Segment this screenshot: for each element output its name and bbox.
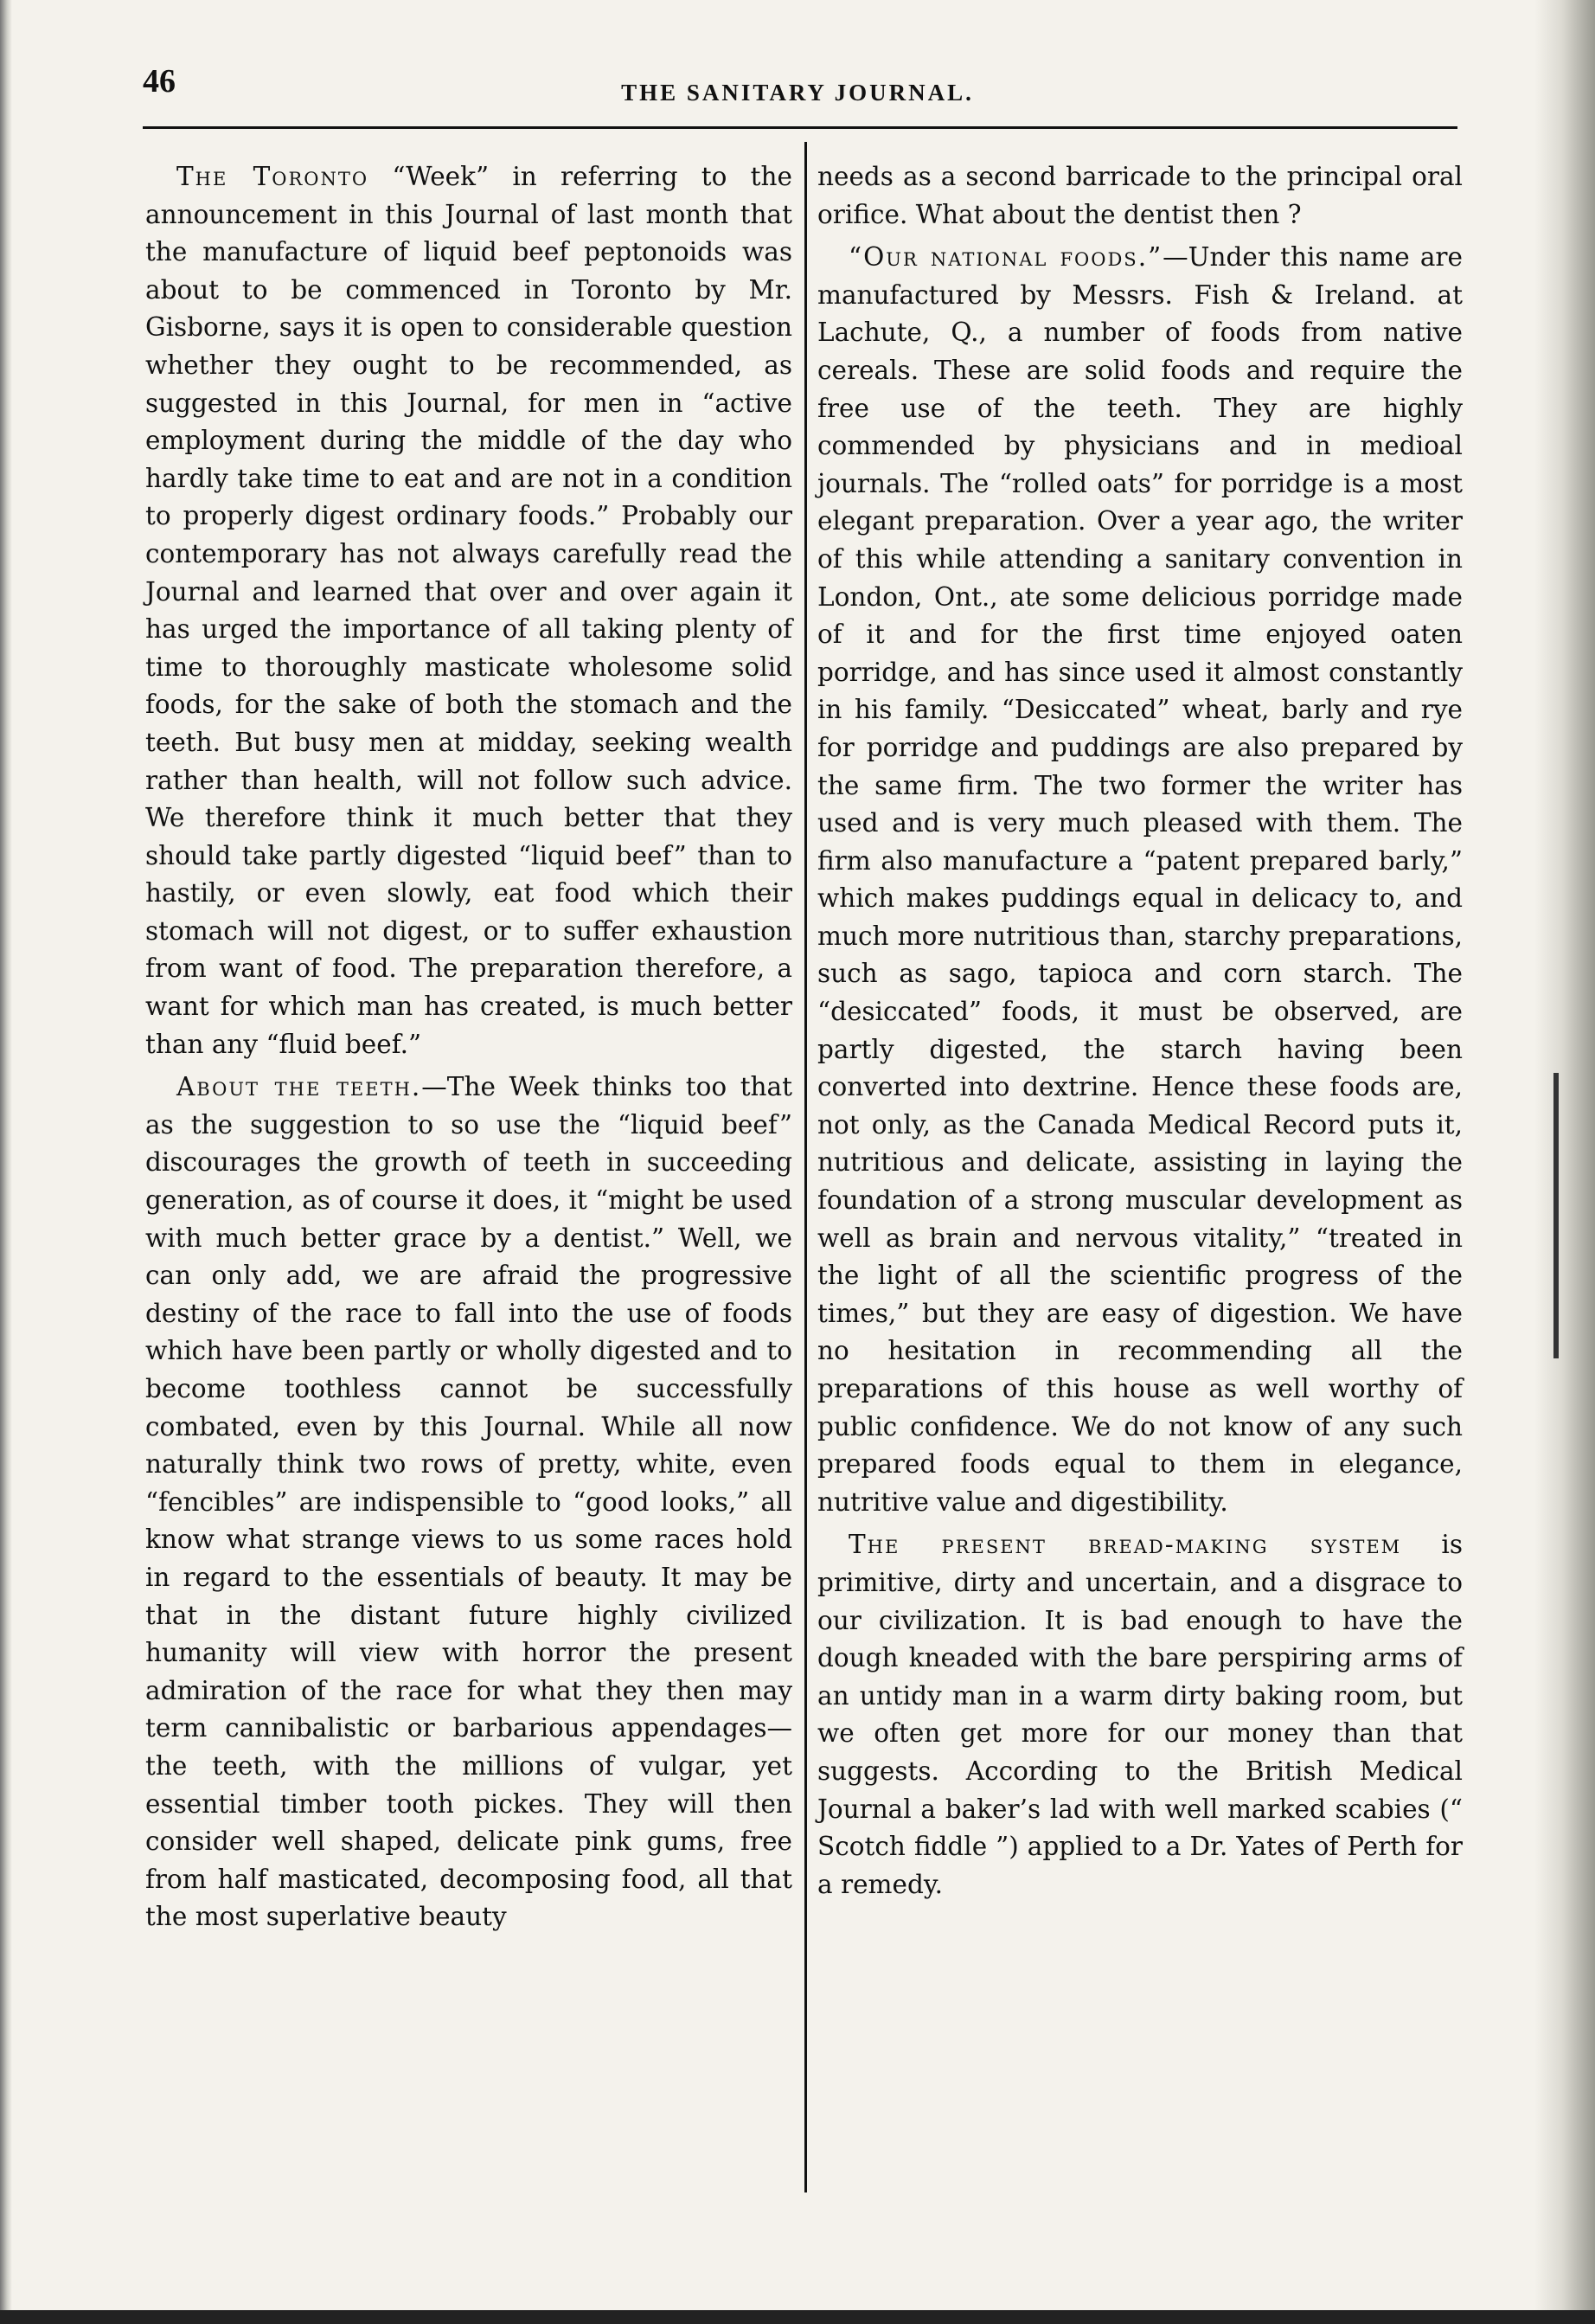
paragraph-text: “Week” in referring to the announcement in this Journal of last month that the manufacture of liquid beef peptonoids was about to be commenced in Toronto by Mr. Gisborne, says it is open to considerable question whether they ought to be recommended, as suggested in this Journal, for men in “active employment during the middle of the day who hardly take time to eat and are not in a condition to properly digest ordinary foods.” Probably our contemporary has not always carefully read the Journal and learned that over and over again it has urged the importance of all taking plenty of time to thoroughly masticate wholesome solid foods, for the sake of both the stomach and the teeth. But busy men at midday, seeking wealth rather than health, will not follow such advice. We therefore think it much better that they should take partly digested “liquid beef” than to hastily, or even slowly, eat food which their stomach will not digest, or to suffer exhaustion from want of food. The preparation therefore, a want for which man has created, is much better than any “fluid beef.” <box>145 162 792 1059</box>
header-rule <box>143 126 1457 129</box>
paragraph-text: needs as a second barricade to the principal oral orifice. What about the dentist then ? <box>817 162 1463 229</box>
lead-in: About the teeth. <box>176 1072 422 1102</box>
paragraph-text: —The Week thinks too that as the suggestion to so use the “liquid beef” discourages the growth of teeth in succeeding generation, as of course it does, it “might be used with much better grace by a dentist.” Well, we can only add, we are afraid the progressive destiny of the race to fall into the use of foods which have been partly or wholly digested and to become toothless cannot be successfully combated, even by this Journal. While all now naturally think two rows of pretty, white, even “fencibles” are indispensible to “good looks,” all know what strange views to us some races hold in regard to the essentials of beauty. It may be that in the distant future highly civilized humanity will view with horror the present admiration of the race for what they then may term cannibalistic or barbarious appendages—the teeth, with the millions of vulgar, yet essential timber tooth pickes. They will then consider well shaped, delicate pink gums, free from half masticated, decomposing food, all that the most superlative beauty <box>145 1072 792 1932</box>
paragraph-text: is primitive, dirty and uncertain, and a disgrace to our civilization. It is bad enough to have the dough kneaded with the bare perspiring arms of an untidy man in a warm dirty baking room, but we often get more for our money than that suggests. According to the British Medical Journal a baker’s lad with well marked scabies (“ Scotch fiddle ”) applied to a Dr. Yates of Perth for a remedy. <box>817 1530 1463 1899</box>
article-toronto-week <box>145 158 792 1063</box>
page-number: 46 <box>143 63 176 100</box>
page-edge-bottom <box>0 2310 1595 2324</box>
running-head: THE SANITARY JOURNAL. <box>621 80 974 106</box>
left-column <box>145 158 792 1936</box>
binding-mark <box>1553 1073 1559 1358</box>
article-bread-making <box>817 1526 1463 1903</box>
article-about-teeth <box>145 1069 792 1936</box>
page-edge-right <box>1534 0 1595 2324</box>
lead-in: “Our national foods.” <box>849 242 1163 273</box>
page-edge-left <box>0 0 12 2324</box>
paragraph-text: —Under this name are manufactured by Messrs. Fish & Ireland. at Lachute, Q., a number of foods from native cereals. These are solid foods and require the free use of the teeth. They are highly commended by physicians and in medioal journals. The “rolled oats” for porridge is a most elegant preparation. Over a year ago, the writer of this while attending a sanitary convention in London, Ont., ate some delicious porridge made of it and for the first time enjoyed oaten porridge, and has since used it almost constantly in his family. “Desiccated” wheat, barly and rye for porridge and puddings are also prepared by the same firm. The two former the writer has used and is very much pleased with them. The firm also manufacture a “patent prepared barly,” which makes puddings equal in delicacy to, and much more nutritious than, starchy preparations, such as sago, tapioca and corn starch. The “desiccated” foods, it must be observed, are partly digested, the starch having been converted into dextrine. Hence these foods are, not only, as the Canada Medical Record puts it, nutritious and delicate, assisting in laying the foundation of a strong muscular development as well as brain and nervous vitality,” “treated in the light of all the scientific progress of the times,” but they are easy of digestion. We have no hesitation in recommending all the preparations of this house as well worthy of public confidence. We do not know of any such prepared foods equal to them in elegance, nutritive value and digestibility. <box>817 242 1463 1517</box>
column-divider <box>804 142 807 2192</box>
article-continuation <box>817 158 1463 234</box>
lead-in: The Toronto <box>176 162 369 191</box>
lead-in: The present bread-making system <box>849 1530 1402 1560</box>
right-column <box>817 158 1463 1903</box>
article-national-foods <box>817 239 1463 1521</box>
